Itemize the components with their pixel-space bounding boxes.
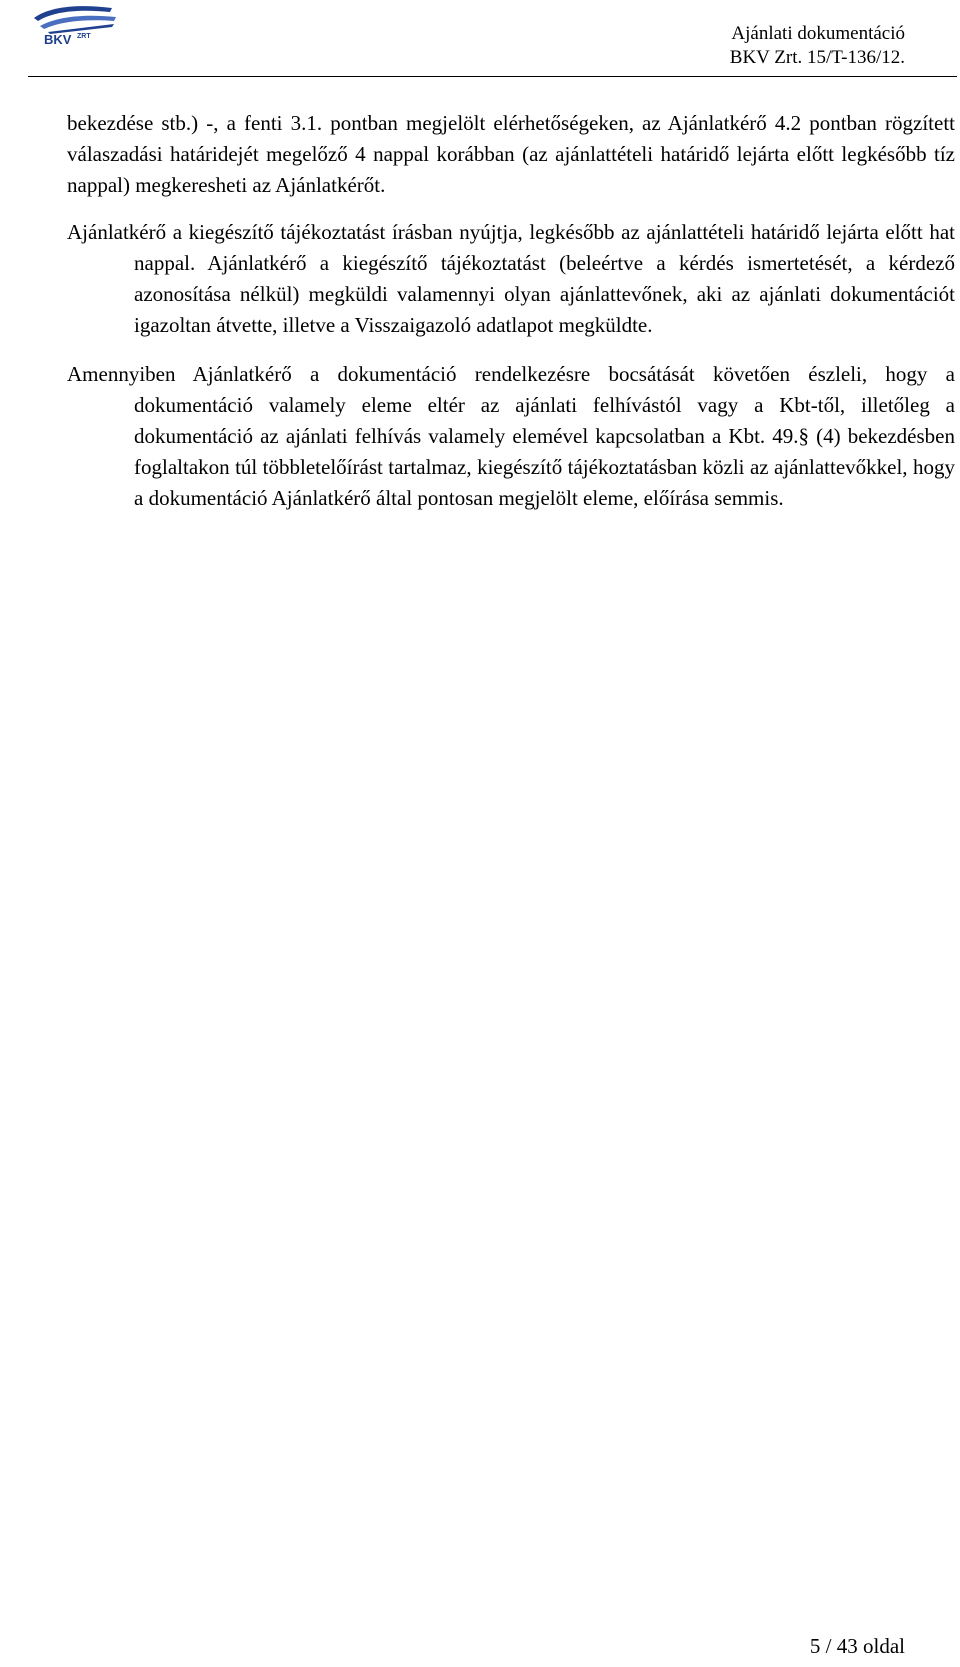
header-divider (28, 76, 957, 77)
section-number (0, 359, 67, 390)
svg-text:ZRT: ZRT (77, 33, 91, 40)
document-body (67, 80, 955, 514)
header-document-info (730, 22, 905, 70)
document-reference: BKV Zrt. 15/T-136/12. (729, 47, 905, 68)
page-number: 5 / 43 oldal (809, 1634, 905, 1658)
document-title: Ajánlati dokumentáció (731, 23, 905, 44)
continuation-paragraph: bekezdése stb.) -, a fenti 3.1. pontban megjelölt elérhetőségeken, az Ajánlatkérő 4.2 pontban rögzített válaszadási határidejét megelőző 4 nappal korábban (az ajánlattételi határidő lejárta előtt legkésőbb tíz nappal) megkeresheti az Ajánlatkérőt. (67, 111, 955, 197)
section-text: Ajánlatkérő a kiegészítő tájékoztatást írásban nyújtja, legkésőbb az ajánlattételi határidő lejárta előtt hat nappal. Ajánlatkérő a kiegészítő tájékoztatást (beleértve a kérdés ismertetését, a kérdező azonosítása nélkül) megküldi valamennyi olyan ajánlattevőnek, aki az ajánlati dokumentációt igazoltan átvette, illetve a Visszaigazoló adatlapot megküldte. (67, 220, 955, 337)
section-4-3 (67, 359, 955, 514)
bkv-logo (28, 2, 124, 48)
section-4-2 (67, 217, 955, 341)
section-text: Amennyiben Ajánlatkérő a dokumentáció rendelkezésre bocsátását követően észleli, hogy a dokumentáció valamely eleme eltér az ajánlati felhívástól vagy a Kbt-től, illetőleg a dokumentáció az ajánlati felhívás valamely elemével kapcsolatban a Kbt. 49.§ (4) bekezdésben foglaltakon túl többletelőírást tartalmaz, kiegészítő tájékoztatásban közli az ajánlattevőkkel, hogy a dokumentáció Ajánlatkérő által pontosan megjelölt eleme, előírása semmis. (67, 362, 955, 510)
section-number (0, 217, 67, 248)
svg-text:BKV: BKV (44, 32, 72, 47)
page-header (0, 0, 960, 82)
